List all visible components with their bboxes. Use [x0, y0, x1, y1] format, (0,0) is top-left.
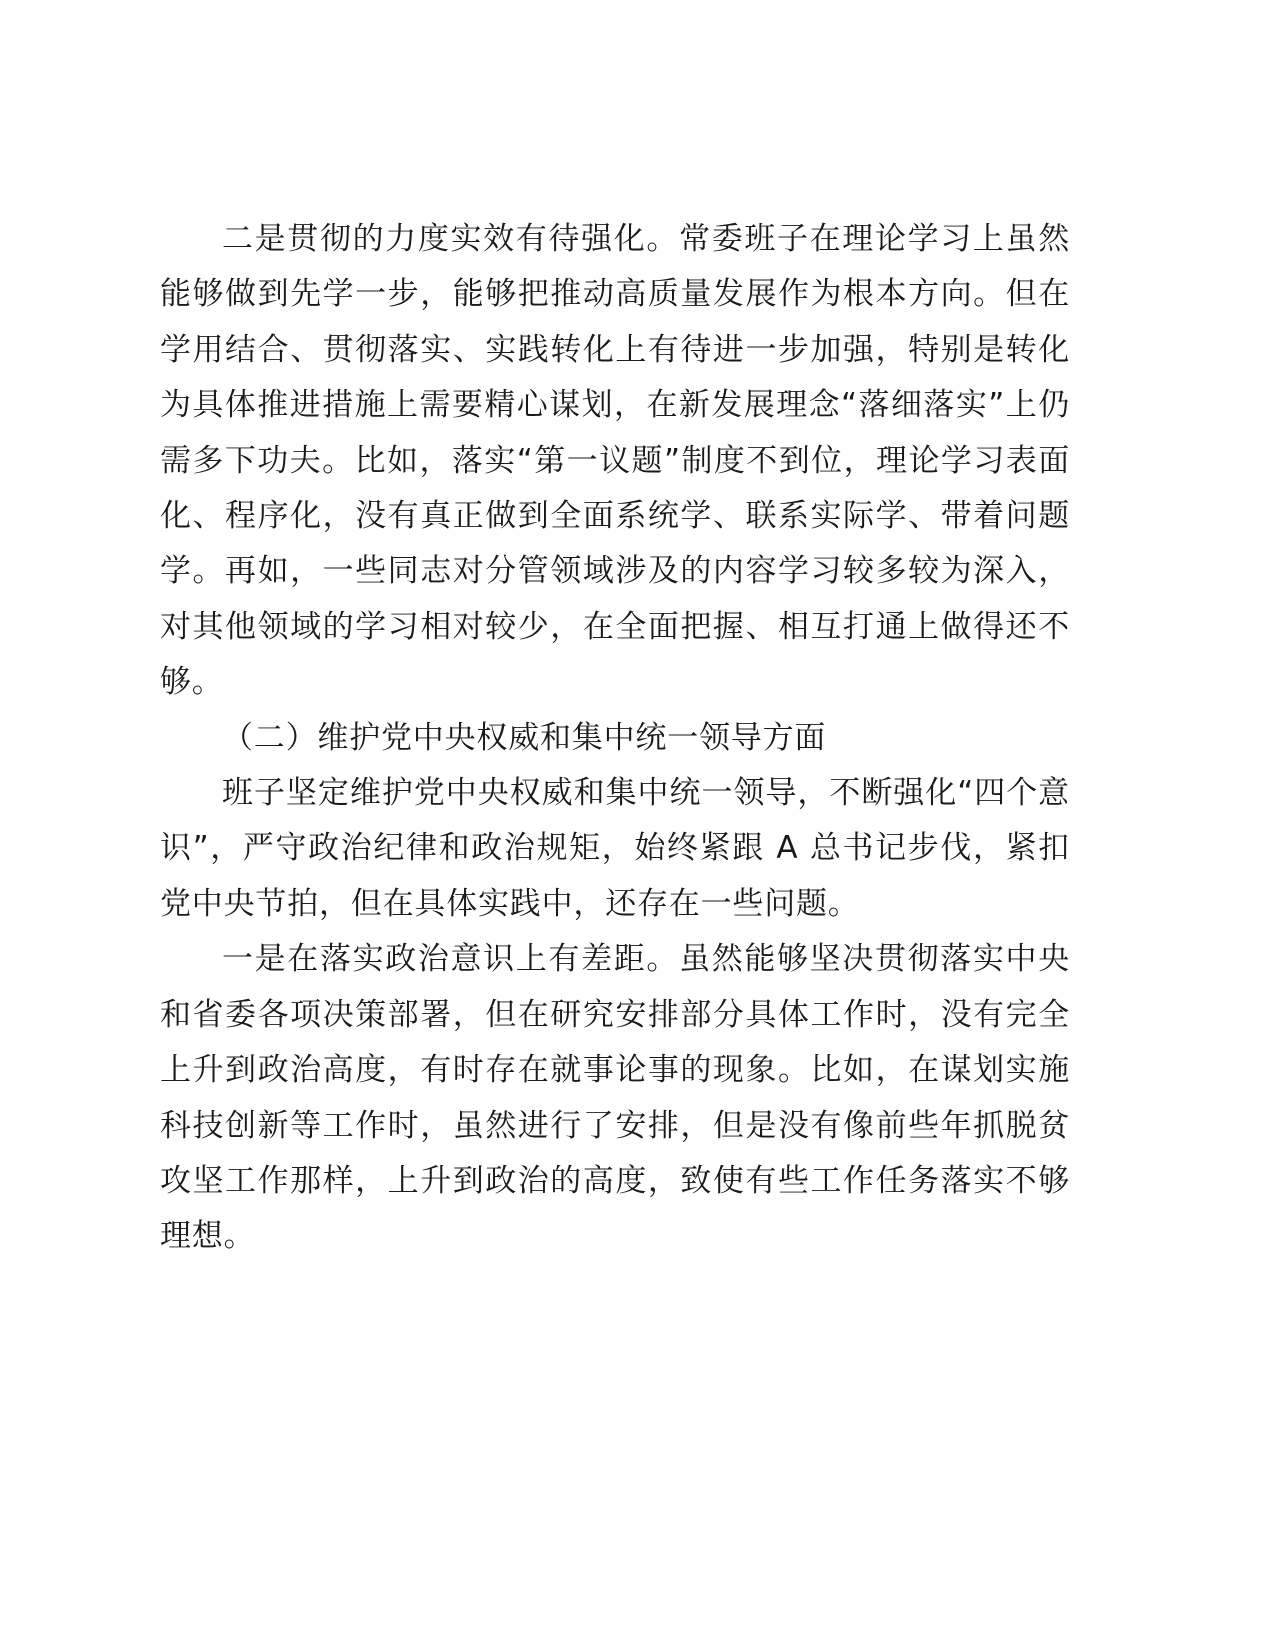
paragraph-team-maintains-authority: 班子坚定维护党中央权威和集中统一领导，不断强化“四个意识”，严守政治纪律和政治规矩，始终紧跟 A 总书记步伐，紧扣党中央节拍，但在具体实践中，还存在一些问题。: [160, 775, 1070, 922]
paragraph-political-awareness-gap: 一是在落实政治意识上有差距。虽然能够坚决贯彻落实中央和省委各项决策部署，但在研究安排部分具体工作时，没有完全上升到政治高度，有时存在就事论事的现象。比如，在谋划实施科技创新等工作时，虽然进行了安排，但是没有像前些年抓脱贫攻坚工作那样，上升到政治的高度，致使有些工作任务落实不够理想。: [160, 941, 1070, 1255]
section-heading-party-authority: （二）维护党中央权威和集中统一领导方面: [222, 719, 827, 756]
document-body: [160, 212, 1070, 1265]
paragraph-implementation-strength: 二是贯彻的力度实效有待强化。常委班子在理论学习上虽然能够做到先学一步，能够把推动高质量发展作为根本方向。但在学用结合、贯彻落实、实践转化上有待进一步加强，特别是转化为具体推进措施上需要精心谋划，在新发展理念“落细落实”上仍需多下功夫。比如，落实“第一议题”制度不到位，理论学习表面化、程序化，没有真正做到全面系统学、联系实际学、带着问题学。再如，一些同志对分管领域涉及的内容学习较多较为深入，对其他领域的学习相对较少，在全面把握、相互打通上做得还不够。: [160, 221, 1070, 701]
